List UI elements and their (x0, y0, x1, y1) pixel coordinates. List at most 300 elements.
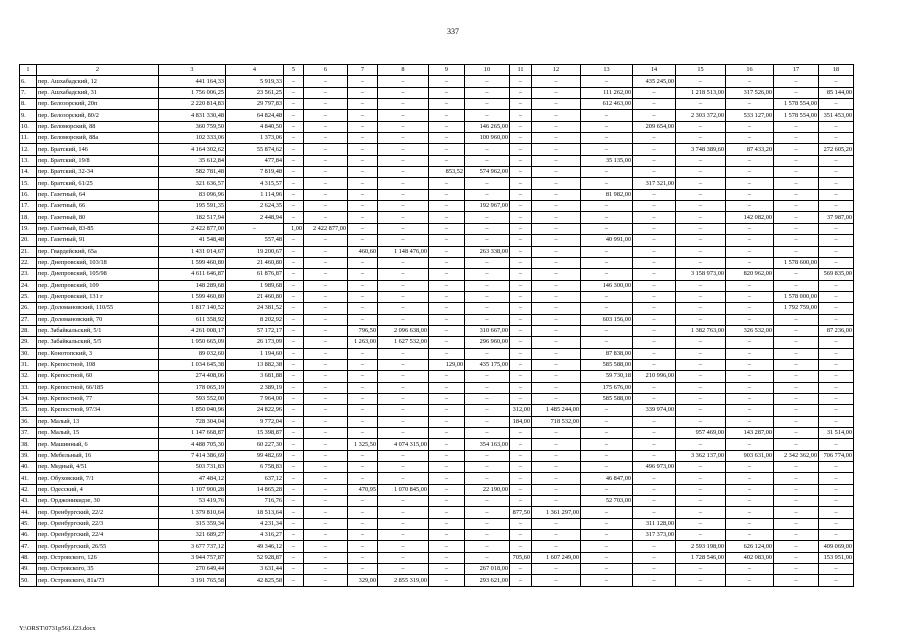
value-cell: – (633, 496, 676, 507)
value-cell: – (348, 530, 378, 541)
value-cell: – (465, 178, 510, 189)
value-cell: – (510, 348, 532, 359)
value-cell: – (429, 439, 465, 450)
value-cell: 4 831 330,48 (159, 110, 226, 121)
value-cell: – (510, 314, 532, 325)
value-cell: 310 667,00 (465, 325, 510, 336)
value-cell: – (774, 325, 819, 336)
value-cell: 1 325,50 (348, 439, 378, 450)
value-cell: – (726, 291, 774, 302)
value-cell: 46 847,00 (581, 473, 633, 484)
value-cell: – (510, 575, 532, 586)
value-cell: – (633, 269, 676, 280)
value-cell: – (348, 201, 378, 212)
value-cell: – (465, 99, 510, 110)
value-cell: 59 730,18 (581, 371, 633, 382)
value-cell: – (284, 393, 304, 404)
value-cell: – (465, 552, 510, 563)
value-cell: – (348, 167, 378, 178)
value-cell: 903 631,00 (726, 450, 774, 461)
value-cell: – (819, 280, 854, 291)
row-number: 47. (20, 541, 37, 552)
address-cell: пер. Одесский, 4 (37, 484, 159, 495)
value-cell: – (378, 87, 429, 98)
value-cell: 52 928,87 (226, 552, 284, 563)
value-cell: 312,00 (510, 405, 532, 416)
value-cell: – (532, 87, 581, 98)
value-cell: 317 321,00 (633, 178, 676, 189)
value-cell: 87 433,20 (726, 144, 774, 155)
value-cell: 7 414 386,69 (159, 450, 226, 461)
value-cell: 2 422 877,00 (159, 223, 226, 234)
value-cell: – (429, 484, 465, 495)
value-cell: 272 605,20 (819, 144, 854, 155)
value-cell: – (532, 76, 581, 87)
value-cell: – (510, 133, 532, 144)
value-cell: – (510, 76, 532, 87)
value-cell: – (378, 76, 429, 87)
value-cell: – (819, 484, 854, 495)
value-cell: 853,52 (429, 167, 465, 178)
value-cell: – (348, 541, 378, 552)
row-number: 25. (20, 291, 37, 302)
value-cell: – (581, 269, 633, 280)
value-cell: – (304, 484, 348, 495)
value-cell: – (378, 359, 429, 370)
value-cell: – (676, 382, 726, 393)
value-cell: – (304, 564, 348, 575)
value-cell: – (378, 348, 429, 359)
value-cell: 270 649,44 (159, 564, 226, 575)
address-cell: пер. Малый, 13 (37, 416, 159, 427)
table-row (20, 496, 854, 507)
value-cell: – (532, 428, 581, 439)
table-row (20, 212, 854, 223)
value-cell: – (532, 303, 581, 314)
table-row (20, 99, 854, 110)
value-cell: – (581, 144, 633, 155)
value-cell: – (532, 223, 581, 234)
row-number: 35. (20, 405, 37, 416)
value-cell: – (774, 564, 819, 575)
value-cell: – (465, 291, 510, 302)
value-cell: – (774, 280, 819, 291)
value-cell: 705,60 (510, 552, 532, 563)
value-cell: – (304, 530, 348, 541)
value-cell: – (348, 291, 378, 302)
value-cell: – (429, 473, 465, 484)
value-cell: – (510, 257, 532, 268)
value-cell: – (465, 530, 510, 541)
value-cell: – (510, 235, 532, 246)
value-cell: 1 070 845,00 (378, 484, 429, 495)
value-cell: – (726, 564, 774, 575)
value-cell: – (465, 110, 510, 121)
value-cell: – (676, 280, 726, 291)
value-cell: – (465, 382, 510, 393)
value-cell: – (510, 303, 532, 314)
value-cell: – (304, 450, 348, 461)
value-cell: – (429, 552, 465, 563)
value-cell: – (819, 314, 854, 325)
value-cell: – (819, 473, 854, 484)
value-cell: – (676, 507, 726, 518)
value-cell: – (676, 371, 726, 382)
value-cell: 2 389,19 (226, 382, 284, 393)
value-cell: – (819, 257, 854, 268)
value-cell: – (348, 564, 378, 575)
value-cell: – (581, 178, 633, 189)
value-cell: – (532, 291, 581, 302)
address-cell: пер. Братский, 19/8 (37, 155, 159, 166)
value-cell: – (510, 178, 532, 189)
value-cell: – (819, 348, 854, 359)
address-cell: пер. Оренбургский, 26/55 (37, 541, 159, 552)
value-cell: – (429, 416, 465, 427)
value-cell: – (774, 518, 819, 529)
value-cell: – (581, 416, 633, 427)
value-cell: 178 065,19 (159, 382, 226, 393)
value-cell: – (284, 518, 304, 529)
value-cell: – (726, 496, 774, 507)
value-cell: 402 083,00 (726, 552, 774, 563)
value-cell: 148 289,68 (159, 280, 226, 291)
value-cell: – (726, 223, 774, 234)
column-header: 15 (676, 65, 726, 76)
table-row (20, 359, 854, 370)
value-cell: – (304, 552, 348, 563)
value-cell: – (726, 167, 774, 178)
value-cell: – (348, 178, 378, 189)
value-cell: – (676, 201, 726, 212)
value-cell: – (378, 155, 429, 166)
column-header: 6 (304, 65, 348, 76)
value-cell: – (378, 212, 429, 223)
value-cell: – (532, 473, 581, 484)
table-row (20, 167, 854, 178)
value-cell: – (581, 291, 633, 302)
value-cell: – (676, 416, 726, 427)
value-cell: – (304, 303, 348, 314)
value-cell: – (304, 269, 348, 280)
value-cell: – (304, 189, 348, 200)
value-cell: 274 408,06 (159, 371, 226, 382)
value-cell: – (726, 439, 774, 450)
value-cell: – (284, 269, 304, 280)
row-number: 49. (20, 564, 37, 575)
value-cell: 3 681,88 (226, 371, 284, 382)
value-cell: – (429, 189, 465, 200)
value-cell: – (284, 235, 304, 246)
value-cell: – (510, 325, 532, 336)
value-cell: – (378, 291, 429, 302)
address-cell: пер. Гвардейский, 65а (37, 246, 159, 257)
value-cell: – (465, 303, 510, 314)
value-cell: 52 703,00 (581, 496, 633, 507)
value-cell: – (465, 189, 510, 200)
value-cell: – (284, 371, 304, 382)
row-number: 38. (20, 439, 37, 450)
value-cell: – (726, 257, 774, 268)
value-cell: 585 588,00 (581, 393, 633, 404)
value-cell: – (774, 246, 819, 257)
value-cell: – (532, 212, 581, 223)
value-cell: – (633, 144, 676, 155)
address-cell: пер. Газетный, 80 (37, 212, 159, 223)
value-cell: – (304, 575, 348, 586)
value-cell: 1 578 600,00 (774, 257, 819, 268)
value-cell: – (676, 462, 726, 473)
value-cell: – (819, 189, 854, 200)
table-row (20, 405, 854, 416)
value-cell: – (378, 382, 429, 393)
value-cell: 360 759,50 (159, 121, 226, 132)
value-cell: 111 262,00 (581, 87, 633, 98)
value-cell: 582 781,48 (159, 167, 226, 178)
address-cell: пер. Газетный, 64 (37, 189, 159, 200)
value-cell: – (465, 518, 510, 529)
value-cell: – (633, 552, 676, 563)
value-cell: – (465, 269, 510, 280)
row-number: 22. (20, 257, 37, 268)
value-cell: – (465, 76, 510, 87)
value-cell: – (532, 337, 581, 348)
value-cell: – (726, 246, 774, 257)
value-cell: 293 621,00 (465, 575, 510, 586)
value-cell: – (378, 223, 429, 234)
value-cell: – (510, 359, 532, 370)
value-cell: – (465, 223, 510, 234)
value-cell: 2 096 638,00 (378, 325, 429, 336)
value-cell: – (819, 518, 854, 529)
value-cell: – (378, 371, 429, 382)
value-cell: – (510, 87, 532, 98)
value-cell: – (304, 201, 348, 212)
value-cell: – (284, 189, 304, 200)
value-cell: – (429, 280, 465, 291)
value-cell: – (378, 552, 429, 563)
address-cell: пер. Ашхабадский, 31 (37, 87, 159, 98)
value-cell: 4 316,27 (226, 530, 284, 541)
value-cell: – (819, 291, 854, 302)
value-cell: – (726, 462, 774, 473)
value-cell: – (676, 473, 726, 484)
value-cell: – (304, 291, 348, 302)
value-cell: – (304, 178, 348, 189)
table-row (20, 87, 854, 98)
address-cell: пер. Беломорский, 88а (37, 133, 159, 144)
value-cell: – (284, 428, 304, 439)
value-cell: – (378, 462, 429, 473)
address-cell: пер. Крепостной, 77 (37, 393, 159, 404)
value-cell: – (284, 530, 304, 541)
value-cell: 1 034 645,38 (159, 359, 226, 370)
value-cell: – (633, 223, 676, 234)
address-cell: пер. Газетный, 83-85 (37, 223, 159, 234)
value-cell: – (348, 87, 378, 98)
value-cell: 716,76 (226, 496, 284, 507)
value-cell: 1 578 554,00 (774, 110, 819, 121)
value-cell: – (378, 496, 429, 507)
value-cell: – (304, 110, 348, 121)
value-cell: – (429, 303, 465, 314)
value-cell: – (304, 405, 348, 416)
value-cell: – (348, 223, 378, 234)
value-cell: – (510, 530, 532, 541)
value-cell: – (726, 473, 774, 484)
value-cell: – (581, 450, 633, 461)
value-cell: – (378, 99, 429, 110)
table-row (20, 348, 854, 359)
value-cell: 1 107 900,28 (159, 484, 226, 495)
value-cell: – (726, 484, 774, 495)
table-row (20, 269, 854, 280)
value-cell: – (348, 428, 378, 439)
value-cell: – (774, 530, 819, 541)
value-cell: – (676, 314, 726, 325)
value-cell: 87 838,00 (581, 348, 633, 359)
value-cell: – (774, 484, 819, 495)
value-cell: 3 191 765,58 (159, 575, 226, 586)
value-cell: – (774, 235, 819, 246)
value-cell: 182 517,94 (159, 212, 226, 223)
value-cell: – (774, 201, 819, 212)
value-cell: 13 882,38 (226, 359, 284, 370)
address-cell: пер. Оренбургский, 22/4 (37, 530, 159, 541)
value-cell: 460,60 (348, 246, 378, 257)
value-cell: 129,00 (429, 359, 465, 370)
value-cell: – (633, 439, 676, 450)
value-cell: – (726, 235, 774, 246)
address-cell: пер. Днепровский, 131 г (37, 291, 159, 302)
value-cell: – (510, 201, 532, 212)
value-cell: – (284, 87, 304, 98)
value-cell: – (774, 462, 819, 473)
value-cell: – (774, 575, 819, 586)
row-number: 19. (20, 223, 37, 234)
value-cell: 22 190,00 (465, 484, 510, 495)
value-cell: – (510, 223, 532, 234)
value-cell: – (774, 337, 819, 348)
row-number: 14. (20, 167, 37, 178)
value-cell: – (726, 303, 774, 314)
row-number: 33. (20, 382, 37, 393)
value-cell: 60 227,30 (226, 439, 284, 450)
value-cell: – (304, 121, 348, 132)
table-row (20, 450, 854, 461)
value-cell: 9 772,04 (226, 416, 284, 427)
value-cell: 1 114,96 (226, 189, 284, 200)
table-row (20, 393, 854, 404)
row-number: 31. (20, 359, 37, 370)
value-cell: 7 819,48 (226, 167, 284, 178)
address-cell: пер. Конотопский, 3 (37, 348, 159, 359)
value-cell: – (633, 257, 676, 268)
value-cell: – (304, 133, 348, 144)
value-cell: – (284, 178, 304, 189)
value-cell: – (532, 348, 581, 359)
value-cell: – (465, 314, 510, 325)
value-cell: – (465, 87, 510, 98)
value-cell: – (633, 382, 676, 393)
value-cell: – (465, 496, 510, 507)
address-cell: пер. Днепровский, 103/18 (37, 257, 159, 268)
value-cell: – (581, 337, 633, 348)
value-cell: – (429, 371, 465, 382)
page-number: 337 (447, 27, 459, 36)
address-cell: пер. Газетный, 91 (37, 235, 159, 246)
value-cell: – (378, 473, 429, 484)
value-cell: – (284, 337, 304, 348)
value-cell: – (510, 371, 532, 382)
value-cell: – (348, 371, 378, 382)
value-cell: – (510, 428, 532, 439)
value-cell: – (304, 518, 348, 529)
value-cell: – (304, 257, 348, 268)
value-cell: – (429, 564, 465, 575)
value-cell: – (429, 223, 465, 234)
value-cell: – (348, 144, 378, 155)
value-cell: 37 987,00 (819, 212, 854, 223)
address-cell: пер. Днепровский, 105/98 (37, 269, 159, 280)
table-row (20, 473, 854, 484)
value-cell: – (581, 439, 633, 450)
value-cell: 326 532,00 (726, 325, 774, 336)
value-cell: – (532, 439, 581, 450)
table-row (20, 189, 854, 200)
value-cell: – (532, 178, 581, 189)
value-cell: – (510, 189, 532, 200)
value-cell: – (726, 518, 774, 529)
value-cell: 100 960,00 (465, 133, 510, 144)
value-cell: 877,50 (510, 507, 532, 518)
column-header: 12 (532, 65, 581, 76)
value-cell: – (633, 473, 676, 484)
address-cell: пер. Братский, 146 (37, 144, 159, 155)
value-cell: 321 689,27 (159, 530, 226, 541)
row-number: 42. (20, 484, 37, 495)
value-cell: – (348, 133, 378, 144)
table-row (20, 110, 854, 121)
table-row (20, 462, 854, 473)
value-cell: 153 951,00 (819, 552, 854, 563)
value-cell: – (532, 133, 581, 144)
value-cell: 957 469,00 (676, 428, 726, 439)
row-number: 17. (20, 201, 37, 212)
value-cell: 40 991,00 (581, 235, 633, 246)
value-cell: – (429, 428, 465, 439)
value-cell: 267 018,00 (465, 564, 510, 575)
value-cell: – (284, 462, 304, 473)
value-cell: – (581, 201, 633, 212)
value-cell: – (429, 144, 465, 155)
value-cell: – (774, 178, 819, 189)
value-cell: 354 163,00 (465, 439, 510, 450)
value-cell: – (819, 496, 854, 507)
address-cell: пер. Малый, 15 (37, 428, 159, 439)
value-cell: 470,95 (348, 484, 378, 495)
address-cell: пер. Медный, 4/51 (37, 462, 159, 473)
value-cell: – (581, 303, 633, 314)
value-cell: – (284, 450, 304, 461)
row-number: 18. (20, 212, 37, 223)
value-cell: – (284, 405, 304, 416)
value-cell: – (774, 507, 819, 518)
value-cell: – (726, 314, 774, 325)
value-cell: – (284, 314, 304, 325)
address-cell: пер. Крепостной, 60 (37, 371, 159, 382)
value-cell: – (510, 484, 532, 495)
